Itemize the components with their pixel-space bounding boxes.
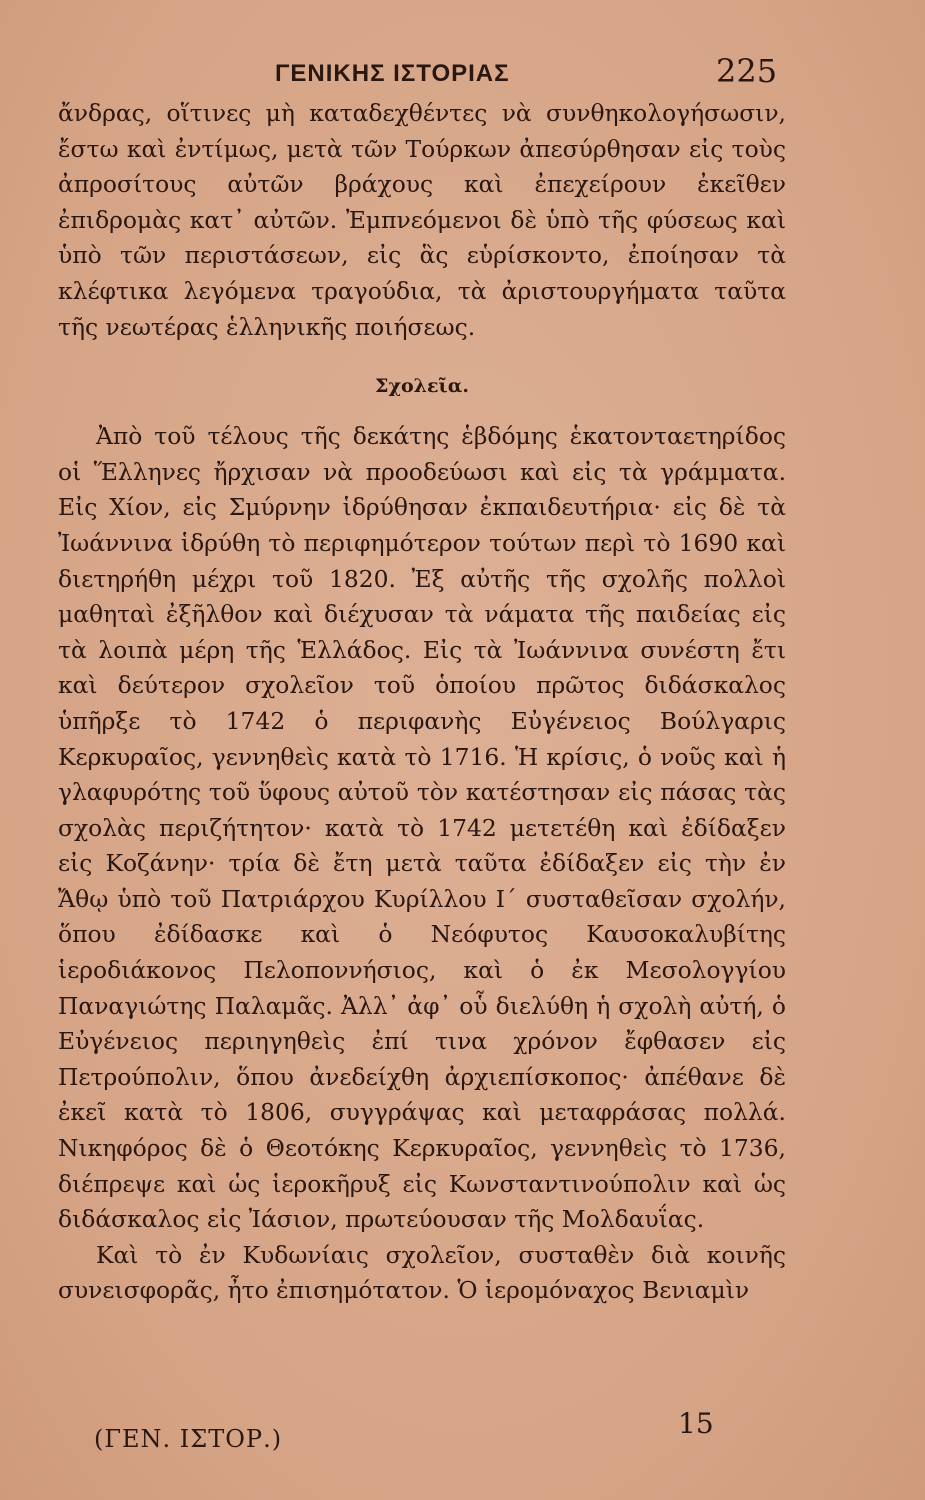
page-number: 225 — [716, 52, 778, 90]
paragraph: Καὶ τὸ ἐν Κυδωνίαις σχολεῖον, συσταθὲν διὰ κοινῆς συνεισφορᾶς, ἦτο ἐπισημότατον. Ὁ ἱερομόναχος Βενιαμὶν — [58, 1240, 786, 1305]
paragraph: ἄνδρας, οἵτινες μὴ καταδεχθέντες νὰ συνθηκολογήσωσιν, ἔστω καὶ ἐντίμως, μετὰ τῶν Τούρκων ἀπεσύρθησαν εἰς τοὺς ἀπροσίτους αὐτῶν βράχους καὶ ἐπεχείρουν ἐκεῖθεν ἐπιδρομὰς κατ᾽ αὐτῶν. Ἐμπνεόμενοι δὲ ὑπὸ τῆς φύσεως καὶ ὑπὸ τῶν περιστάσεων, εἰς ἃς εὑρίσκοντο, ἐποίησαν τὰ κλέφτικα λεγόμενα τραγούδια, τὰ ἀριστουργήματα ταῦτα τῆς νεωτέρας ἑλληνικῆς ποιήσεως. — [58, 99, 786, 341]
running-title: ΓΕΝΙΚΗΣ ΙΣΤΟΡΙΑΣ — [275, 60, 510, 87]
sheet-number: 15 — [678, 1407, 714, 1440]
footer-signature: (ΓΕΝ. ΙΣΤΟΡ.) — [94, 1425, 283, 1453]
paragraph: Ἀπὸ τοῦ τέλους τῆς δεκάτης ἑβδόμης ἑκατονταετηρίδος οἱ Ἕλληνες ἤρχισαν νὰ προοδεύωσι καὶ εἰς τὰ γράμματα. Εἰς Χίον, εἰς Σμύρνην ἱδρύθησαν ἐκπαιδευτήρια· εἰς δὲ τὰ Ἰωάννινα ἱδρύθη τὸ περιφημότερον τούτων περὶ τὸ 1690 καὶ διετηρήθη μέχρι τοῦ 1820. Ἐξ αὐτῆς τῆς σχολῆς πολλοὶ μαθηταὶ ἐξῆλθον καὶ διέχυσαν τὰ νάματα τῆς παιδείας εἰς τὰ λοιπὰ μέρη τῆς Ἑλλάδος. Εἰς τὰ Ἰωάννινα συνέστη ἔτι καὶ δεύτερον σχολεῖον τοῦ ὁποίου πρῶτος διδάσκαλος ὑπῆρξε τὸ 1742 ὁ περιφανὴς Εὐγένειος Βούλγαρις Κερκυραῖος, γεννηθεὶς κατὰ τὸ 1716. Ἡ κρίσις, ὁ νοῦς καὶ ἡ γλαφυρότης τοῦ ὕφους αὐτοῦ τὸν κατέστησαν εἰς πάσας τὰς σχολὰς περιζήτητον· κατὰ τὸ 1742 μετετέθη καὶ ἐδίδαξεν εἰς Κοζάνην· τρία δὲ ἔτη μετὰ ταῦτα ἐδίδαξεν εἰς τὴν ἐν Ἄθῳ ὑπὸ τοῦ Πατριάρχου Κυρίλλου Ι´ συσταθεῖσαν σχολήν, ὅπου ἐδίδασκε καὶ ὁ Νεόφυτος Καυσοκαλυβίτης ἱεροδιάκονος Πελοποννήσιος, καὶ ὁ ἐκ Μεσολογγίου Παναγιώτης Παλαμᾶς. Ἀλλ᾽ ἀφ᾽ οὗ διελύθη ἡ σχολὴ αὐτή, ὁ Εὐγένειος περιηγηθεὶς ἐπί τινα χρόνον ἔφθασεν εἰς Πετρούπολιν, ὅπου ἀνεδείχθη ἀρχιεπίσκοπος· ἀπέθανε δὲ ἐκεῖ κατὰ τὸ 1806, συγγράψας καὶ μεταφράσας πολλά. Νικηφόρος δὲ ὁ Θεοτόκης Κερκυραῖος, γεννηθεὶς τὸ 1736, διέπρεψε καὶ ὡς ἱεροκῆρυξ εἰς Κωνσταντινούπολιν καὶ ὡς διδάσκαλος εἰς Ἰάσιον, πρωτεύουσαν τῆς Μολδαυΐας. — [58, 422, 786, 1234]
page-header — [0, 50, 925, 94]
page-footer — [0, 1395, 925, 1465]
body-text — [58, 96, 786, 1309]
section-heading: Σχολεῖα. — [375, 375, 469, 398]
